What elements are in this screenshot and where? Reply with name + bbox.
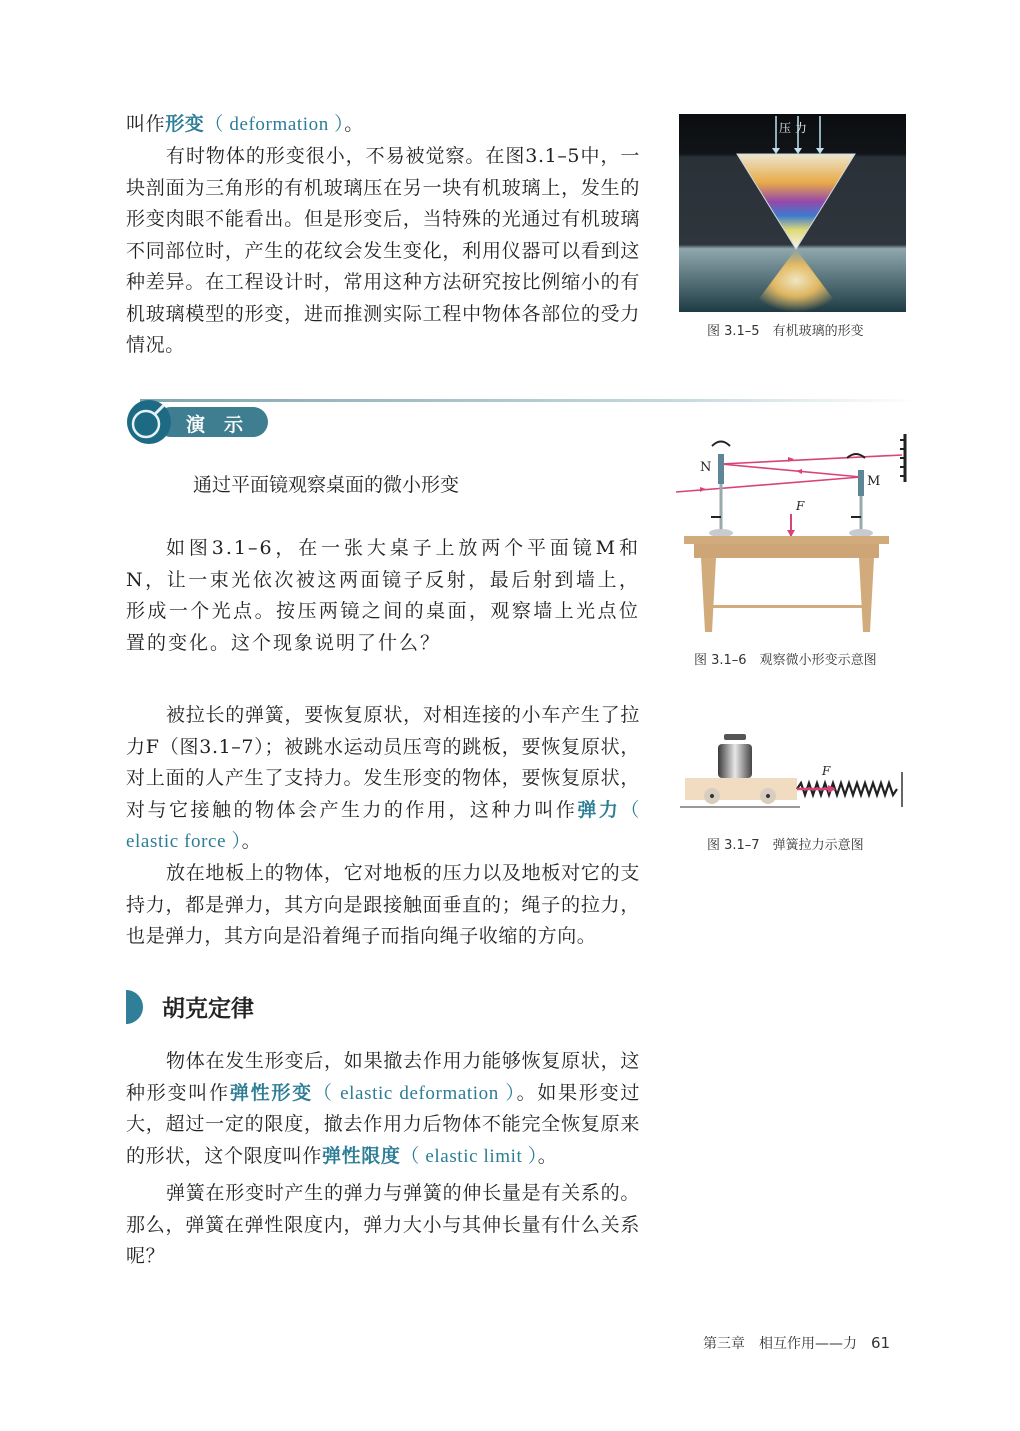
mirror-n-label: N [700,460,712,475]
paragraph-deformation-definition [126,109,640,141]
force-label: F [822,764,831,778]
demo-text: 如图3.1–6，在一张大桌子上放两个平面镜M和N，让一束光依次被这两面镜子反射，最后射到墙上，形成一个光点。按压两镜之间的桌面，观察墙上光点位置的变化。这个现象说明了什么？ [126,537,640,654]
term-english: （ elastic deformation ） [312,1082,517,1104]
paragraph-spring-question: 弹簧在形变时产生的弹力与弹簧的伸长量是有关系的。那么，弹簧在弹性限度内，弹力大小与其伸长量有什么关系呢？ [126,1182,640,1267]
text: 物体在发生形变后，如果撤去作用力能够恢复原状，这种形变叫作 [126,1050,640,1104]
paragraph-small-deformation: 有时物体的形变很小，不易被觉察。在图3.1–5中，一块剖面为三角形的有机玻璃压在另一块有机玻璃上，发生的形变肉眼不能看出。但是形变后，当特殊的光通过有机玻璃不同部位时，产生的花纹会发生变化，利用仪器可以看到这种差异。在工程设计时，常用这种方法研究按比例缩小的有机玻璃模型的形变，进而推测实际工程中物体各部位的受力情况。 [126,145,640,356]
term-english: （ elastic force ） [126,799,640,852]
term-elastic-limit: 弹性限度 [322,1144,401,1167]
demo-badge-label: 演 示 [186,414,244,436]
term-elastic-force: 弹力 [577,798,621,821]
term-deformation: 形变 [165,113,205,135]
paragraph-force-direction: 放在地板上的物体，它对地板的压力以及地板对它的支持力，都是弹力，其方向是跟接触面垂直的；绳子的拉力，也是弹力，其方向是沿着绳子而指向绳子收缩的方向。 [126,862,640,947]
page-footer [703,1333,890,1353]
figure-caption: 图 3.1–5 有机玻璃的形变 [707,324,864,339]
term-elastic-deformation: 弹性形变 [229,1081,313,1104]
section-marker-icon [126,990,143,1024]
paragraph-elastic-deformation [126,1046,640,1172]
paragraph-elastic-force [126,700,640,858]
term-english: （ deformation ） [204,114,345,135]
section-title: 胡克定律 [162,996,254,1022]
text: 。 [344,113,364,135]
figure-caption: 图 3.1–7 弹簧拉力示意图 [707,838,864,853]
text: 。如果形变过大，超过一定的限度，撤去作用力后物体不能完全恢复原来的形状，这个限度叫作 [126,1081,640,1167]
pressure-label: 压 力 [779,121,807,135]
text: 被拉长的弹簧，要恢复原状，对相连接的小车产生了拉力F（图3.1–7）；被跳水运动员压弯的跳板，要恢复原状，对上面的人产生了支持力。发生形变的物体，要恢复原状，对与它接触的物体会产生力的作用，这种力叫作 [126,704,640,821]
figure-mirror-table [676,432,911,637]
demo-badge [126,400,276,449]
chapter-title: 第三章 相互作用——力 [703,1336,857,1352]
mirror-m-label: M [867,474,881,489]
text: 。 [537,1144,558,1167]
figure-spring-cart [680,732,910,812]
force-label: F [796,499,805,513]
demo-title: 通过平面镜观察桌面的微小形变 [192,474,459,496]
text: 叫作 [126,113,166,135]
figure-plexiglass-deformation [679,114,906,312]
text: 。 [241,830,262,852]
page-number: 61 [871,1334,891,1352]
figure-caption: 图 3.1–6 观察微小形变示意图 [694,653,877,668]
term-english: （ elastic limit ） [400,1145,538,1167]
